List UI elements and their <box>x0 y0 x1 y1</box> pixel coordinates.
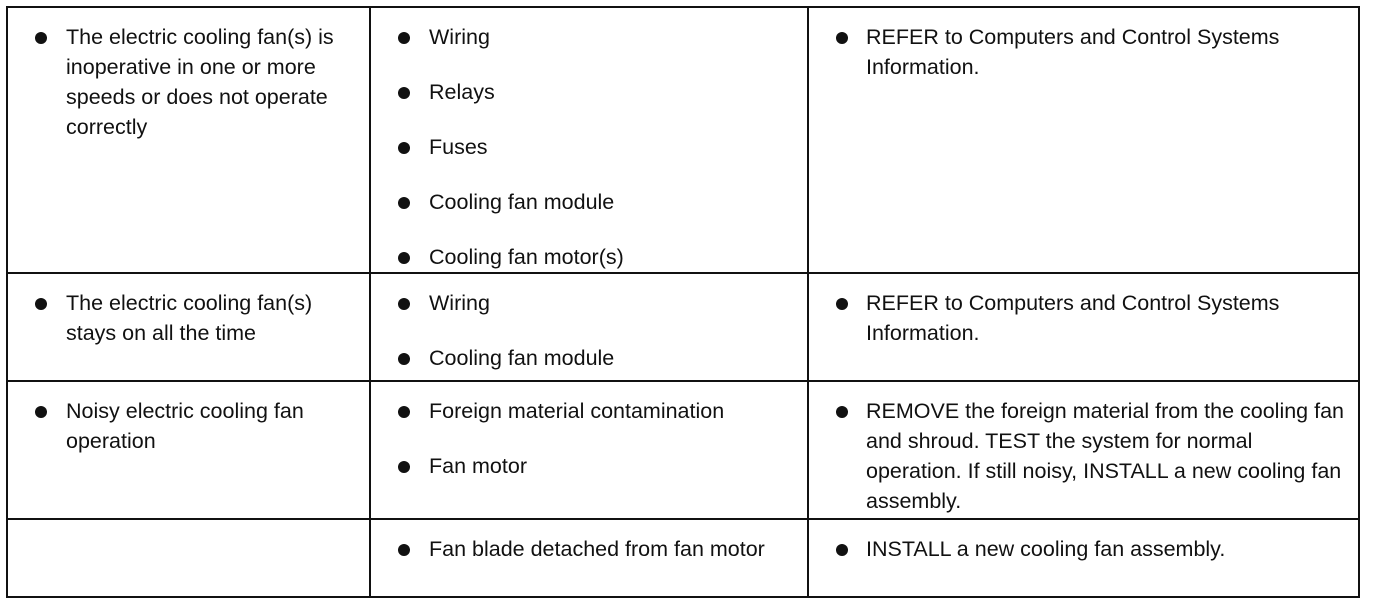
cause-item <box>371 132 807 162</box>
cause-text: Cooling fan module <box>429 190 615 214</box>
cause-list <box>371 382 807 481</box>
bullet-icon <box>398 142 410 154</box>
diagnosis-table <box>6 6 1360 598</box>
table-row <box>7 381 1359 519</box>
action-list <box>809 520 1358 564</box>
action-item <box>809 534 1358 564</box>
action-item <box>809 22 1358 82</box>
condition-item <box>8 288 369 348</box>
condition-cell <box>7 381 370 519</box>
cause-list <box>371 274 807 373</box>
condition-text: The electric cooling fan(s) is inoperative in one or more speeds or does not operate correctly <box>66 25 334 139</box>
table-row <box>7 273 1359 381</box>
condition-list <box>8 8 369 142</box>
bullet-icon <box>35 32 47 44</box>
cause-list <box>371 520 807 564</box>
cause-text: Cooling fan motor(s) <box>429 245 624 269</box>
bullet-icon <box>398 544 410 556</box>
cause-item <box>371 77 807 107</box>
bullet-icon <box>398 406 410 418</box>
condition-text: Noisy electric cooling fan operation <box>66 399 304 453</box>
action-cell <box>808 519 1359 597</box>
cause-cell <box>370 381 808 519</box>
bullet-icon <box>836 406 848 418</box>
cause-cell <box>370 7 808 273</box>
cause-item <box>371 22 807 52</box>
action-item <box>809 288 1358 348</box>
action-cell <box>808 273 1359 381</box>
cause-text: Fan motor <box>429 454 527 478</box>
cause-text: Relays <box>429 80 495 104</box>
action-text: INSTALL a new cooling fan assembly. <box>866 537 1226 561</box>
cause-item <box>371 288 807 318</box>
action-list <box>809 274 1358 348</box>
cause-cell <box>370 273 808 381</box>
condition-text: The electric cooling fan(s) stays on all the time <box>66 291 313 345</box>
action-list <box>809 8 1358 82</box>
cause-list <box>371 8 807 272</box>
cause-text: Cooling fan module <box>429 346 615 370</box>
cause-text: Fuses <box>429 135 488 159</box>
bullet-icon <box>836 544 848 556</box>
bullet-icon <box>398 32 410 44</box>
table-row <box>7 7 1359 273</box>
cause-text: Wiring <box>429 25 490 49</box>
bullet-icon <box>398 197 410 209</box>
cause-item <box>371 396 807 426</box>
cause-text: Fan blade detached from fan motor <box>429 537 765 561</box>
cause-item <box>371 451 807 481</box>
bullet-icon <box>398 87 410 99</box>
table-row <box>7 519 1359 597</box>
cause-item <box>371 187 807 217</box>
bullet-icon <box>398 353 410 365</box>
cause-item <box>371 534 807 564</box>
cause-cell <box>370 519 808 597</box>
table-body <box>7 7 1359 597</box>
action-cell <box>808 381 1359 519</box>
cause-item <box>371 242 807 272</box>
bullet-icon <box>836 32 848 44</box>
cause-text: Foreign material contamination <box>429 399 725 423</box>
condition-item <box>8 22 369 142</box>
condition-item <box>8 396 369 456</box>
action-text: REFER to Computers and Control Systems Information. <box>866 291 1280 345</box>
bullet-icon <box>836 298 848 310</box>
action-item <box>809 396 1358 516</box>
action-text: REMOVE the foreign material from the cooling fan and shroud. TEST the system for normal operation. If still noisy, INSTALL a new cooling fan assembly. <box>866 399 1344 513</box>
condition-list <box>8 382 369 456</box>
action-text: REFER to Computers and Control Systems Information. <box>866 25 1280 79</box>
condition-cell <box>7 7 370 273</box>
bullet-icon <box>35 298 47 310</box>
action-cell <box>808 7 1359 273</box>
bullet-icon <box>398 461 410 473</box>
bullet-icon <box>398 252 410 264</box>
condition-cell <box>7 273 370 381</box>
bullet-icon <box>35 406 47 418</box>
bullet-icon <box>398 298 410 310</box>
cause-text: Wiring <box>429 291 490 315</box>
condition-list <box>8 274 369 348</box>
cause-item <box>371 343 807 373</box>
condition-cell-empty <box>7 519 370 597</box>
action-list <box>809 382 1358 516</box>
